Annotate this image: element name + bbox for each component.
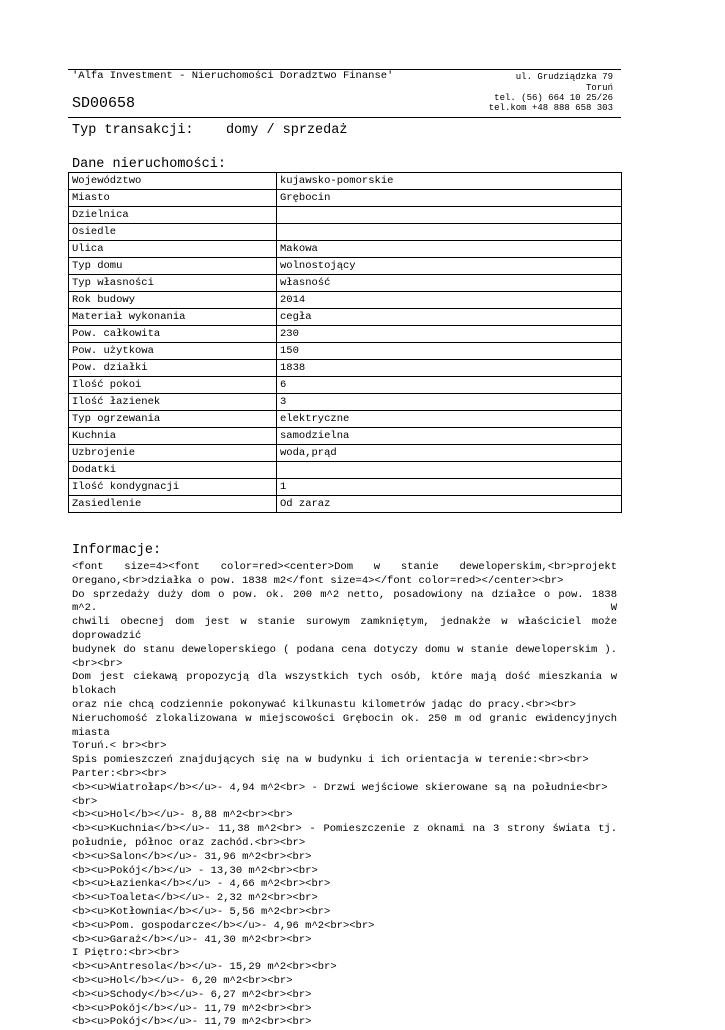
property-label: Pow. działki	[69, 360, 277, 377]
address-mobile: tel.kom +48 888 658 303	[488, 103, 613, 113]
property-label: Osiedle	[69, 224, 277, 241]
information-line: <b><u>Pom. gospodarcze</b></u>- 4,96 m^2<br><br>	[72, 919, 375, 932]
transaction-value: domy / sprzedaż	[225, 123, 348, 138]
property-row	[69, 326, 622, 343]
information-line: Do sprzedaży duży dom o pow. ok. 200 m^2 netto, posadowiony na działce o pow. 1838 m^2. W	[72, 588, 617, 615]
information-text	[72, 561, 617, 1030]
information-line: <b><u>Pokój</b></u>- 11,79 m^2<br><br>	[72, 1016, 312, 1029]
property-row	[69, 377, 622, 394]
property-row	[69, 292, 622, 309]
transaction-type	[72, 123, 347, 138]
property-label: Uzbrojenie	[69, 445, 277, 462]
property-row	[69, 258, 622, 275]
property-value: Makowa	[277, 241, 622, 258]
information-line: Toruń.< br><br>	[72, 740, 167, 753]
address-street: ul. Grudziądzka 79	[515, 72, 613, 82]
property-label: Kuchnia	[69, 428, 277, 445]
information-line: Nieruchomość zlokalizowana w miejscowości Grębocin ok. 250 m od granic ewidencyjnych miasta	[72, 712, 617, 739]
properties-heading: Dane nieruchomości:	[72, 157, 226, 172]
property-value: własność	[277, 275, 622, 292]
property-value: kujawsko-pomorskie	[277, 173, 622, 190]
property-label: Pow. użytkowa	[69, 343, 277, 360]
property-value: 1	[277, 479, 622, 496]
information-line: <font size=4><font color=red><center>Dom w stanie deweloperskim,<br>projekt	[72, 561, 617, 573]
property-label: Dzielnica	[69, 207, 277, 224]
property-row	[69, 394, 622, 411]
information-line: <b><u>Wiatrołap</b></u>- 4,94 m^2<br> - Drzwi wejściowe skierowane są na południe<br><br>	[72, 781, 608, 808]
property-label: Zasiedlenie	[69, 496, 277, 513]
property-label: Typ domu	[69, 258, 277, 275]
address-city: Toruń	[585, 83, 613, 93]
information-line: <b><u>Kotłownia</b></u>- 5,56 m^2<br><br>	[72, 905, 331, 918]
property-value: samodzielna	[277, 428, 622, 445]
information-line: <b><u>Antresola</b></u>- 15,29 m^2<br><br>	[72, 961, 337, 974]
property-row	[69, 241, 622, 258]
properties-table	[68, 172, 622, 513]
information-line: Spis pomieszczeń znajdujących się na w budynku i ich orientacja w terenie:<br><br>	[72, 754, 589, 767]
information-line: <b><u>Hol</b></u>- 8,88 m^2<br><br>	[72, 809, 293, 822]
transaction-label: Typ transakcji:	[72, 123, 194, 138]
information-line: oraz nie chcą codziennie pokonywać kilkunastu kilometrów jadąc do pracy.<br><br>	[72, 698, 577, 711]
header-bottom-rule	[68, 117, 621, 118]
property-value: Grębocin	[277, 190, 622, 207]
address-phone: tel. (56) 664 10 25/26	[494, 93, 613, 103]
information-line: południe, północ oraz zachód.<br><br>	[72, 836, 306, 849]
property-row	[69, 173, 622, 190]
property-label: Rok budowy	[69, 292, 277, 309]
information-line: <b><u>Salon</b></u>- 31,96 m^2<br><br>	[72, 850, 312, 863]
property-value: cegła	[277, 309, 622, 326]
property-row	[69, 411, 622, 428]
property-row	[69, 360, 622, 377]
information-line: <b><u>Łazienka</b></u> - 4,66 m^2<br><br>	[72, 878, 331, 891]
information-line: <b><u>Garaż</b></u>- 41,30 m^2<br><br>	[72, 933, 312, 946]
property-label: Pow. całkowita	[69, 326, 277, 343]
property-value	[277, 462, 622, 479]
property-row	[69, 275, 622, 292]
property-value: 1838	[277, 360, 622, 377]
property-label: Materiał wykonania	[69, 309, 277, 326]
information-line: I Piętro:<br><br>	[72, 947, 180, 960]
property-row	[69, 207, 622, 224]
property-row	[69, 309, 622, 326]
property-label: Dodatki	[69, 462, 277, 479]
property-value: 2014	[277, 292, 622, 309]
property-row	[69, 496, 622, 513]
information-line: Oregano,<br>działka o pow. 1838 m2</font size=4></font color=red></center><br>	[72, 574, 564, 587]
property-row	[69, 462, 622, 479]
information-line: <b><u>Toaleta</b></u>- 2,32 m^2<br><br>	[72, 892, 318, 905]
property-label: Ulica	[69, 241, 277, 258]
property-row	[69, 428, 622, 445]
property-label: Typ własności	[69, 275, 277, 292]
property-label: Miasto	[69, 190, 277, 207]
property-value: 230	[277, 326, 622, 343]
property-value: elektryczne	[277, 411, 622, 428]
property-value: wolnostojący	[277, 258, 622, 275]
property-label: Ilość łazienek	[69, 394, 277, 411]
information-line: <b><u>Pokój</b></u> - 13,30 m^2<br><br>	[72, 864, 318, 877]
property-label: Typ ogrzewania	[69, 411, 277, 428]
property-row	[69, 479, 622, 496]
information-line: budynek do stanu deweloperskiego ( podana cena dotyczy domu w stanie deweloperskim ).<br><br>	[72, 643, 617, 670]
property-value: woda,prąd	[277, 445, 622, 462]
information-line: <b><u>Kuchnia</b></u>- 11,38 m^2<br> - Pomieszczenie z oknami na 3 strony świata tj.	[72, 823, 617, 836]
offer-code: SD00658	[72, 95, 136, 112]
company-name: 'Alfa Investment - Nieruchomości Doradztwo Finanse'	[72, 70, 394, 82]
property-value: Od zaraz	[277, 496, 622, 513]
property-row	[69, 224, 622, 241]
information-line: <b><u>Schody</b></u>- 6,27 m^2<br><br>	[72, 988, 312, 1001]
information-line: Parter:<br><br>	[72, 767, 167, 780]
property-value: 150	[277, 343, 622, 360]
property-value: 3	[277, 394, 622, 411]
information-line: Dom jest ciekawą propozycją dla wszystkich tych osób, które mają dość mieszkania w blokach	[72, 671, 617, 698]
information-line: <b><u>Hol</b></u>- 6,20 m^2<br><br>	[72, 974, 293, 987]
property-label: Ilość pokoi	[69, 377, 277, 394]
property-value	[277, 207, 622, 224]
property-row	[69, 445, 622, 462]
information-heading: Informacje:	[72, 543, 162, 558]
information-line: <b><u>Pokój</b></u>- 11,79 m^2<br><br>	[72, 1002, 312, 1015]
property-row	[69, 343, 622, 360]
property-value	[277, 224, 622, 241]
information-line: chwili obecnej dom jest w stanie surowym zamkniętym, jednakże w właściciel może doprowadzić	[72, 616, 617, 642]
property-value: 6	[277, 377, 622, 394]
property-label: Województwo	[69, 173, 277, 190]
property-label: Ilość kondygnacji	[69, 479, 277, 496]
property-row	[69, 190, 622, 207]
